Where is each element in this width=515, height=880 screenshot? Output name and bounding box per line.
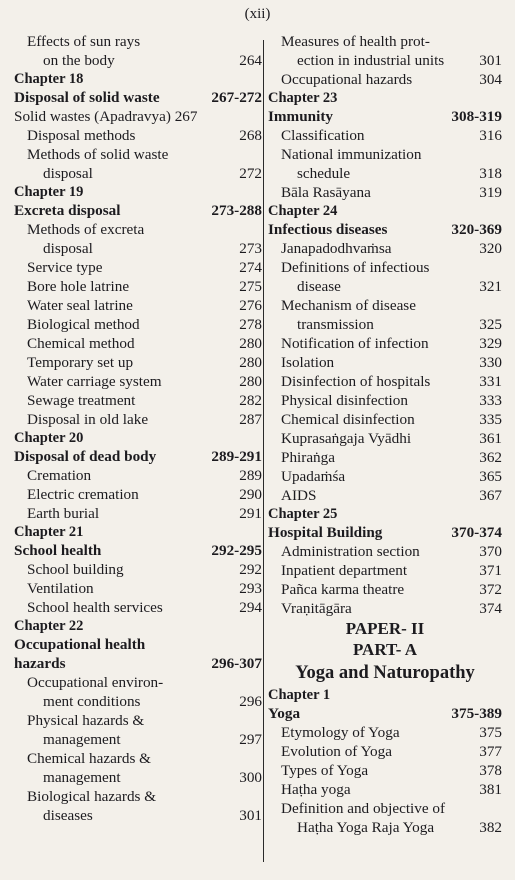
toc-entry	[14, 220, 262, 239]
section-title: Infectious diseases	[268, 221, 388, 238]
toc-entry	[14, 692, 262, 711]
toc-entry	[268, 580, 502, 599]
entry-title: Earth burial	[27, 505, 100, 522]
entry-title: Isolation	[281, 354, 335, 371]
chapter-heading: Chapter 1	[268, 687, 331, 703]
entry-page: 321	[479, 278, 502, 295]
entry-page: 290	[239, 486, 262, 503]
chapter-heading: Chapter 25	[268, 506, 338, 522]
entry-page: 282	[239, 392, 262, 409]
part-title: Yoga and Naturopathy	[295, 663, 475, 683]
toc-entry	[268, 599, 502, 618]
entry-title: management	[43, 769, 121, 786]
toc-entry	[14, 51, 262, 70]
entry-title: transmission	[297, 316, 374, 333]
toc-entry	[268, 183, 502, 202]
entry-title: Kuprasaṅgaja Vyādhi	[281, 430, 412, 447]
section-heading	[268, 107, 502, 126]
entry-page: 362	[479, 449, 502, 466]
toc-entry	[268, 32, 502, 51]
toc-entry	[14, 107, 262, 126]
entry-title: Chemical method	[27, 335, 135, 352]
entry-title: Ventilation	[27, 580, 94, 597]
entry-title: ment conditions	[43, 693, 141, 710]
entry-title: management	[43, 731, 121, 748]
entry-title: Phiraṅga	[281, 449, 335, 466]
entry-page: 371	[479, 562, 502, 579]
toc-entry	[14, 164, 262, 183]
entry-page: 382	[479, 819, 502, 836]
entry-title: Measures of health prot-	[281, 33, 430, 50]
section-title: Immunity	[268, 108, 333, 125]
toc-entry	[268, 818, 502, 837]
entry-title: Notification of infection	[281, 335, 429, 352]
section-heading	[268, 220, 502, 239]
toc-entry	[14, 296, 262, 315]
section-heading	[14, 88, 262, 107]
entry-page: 273	[239, 240, 262, 257]
entry-page: 294	[239, 599, 262, 616]
toc-entry	[268, 391, 502, 410]
entry-page: 372	[479, 581, 502, 598]
toc-entry	[268, 315, 502, 334]
entry-title: Bore hole latrine	[27, 278, 130, 295]
entry-title: Inpatient department	[281, 562, 408, 579]
entry-title: Methods of excreta	[27, 221, 145, 238]
entry-title: disposal	[43, 240, 93, 257]
entry-title: disposal	[43, 165, 93, 182]
toc-right-column	[268, 32, 502, 837]
toc-entry	[268, 742, 502, 761]
column-divider	[263, 40, 264, 862]
entry-title: Chemical disinfection	[281, 411, 415, 428]
entry-page: 304	[479, 71, 502, 88]
entry-page: 330	[479, 354, 502, 371]
entry-title: Definitions of infectious	[281, 259, 430, 276]
entry-page: 280	[239, 373, 262, 390]
toc-entry	[14, 560, 262, 579]
entry-title: School building	[27, 561, 124, 578]
toc-entry	[268, 723, 502, 742]
entry-title: Physical disinfection	[281, 392, 408, 409]
toc-entry	[268, 761, 502, 780]
entry-page: 335	[479, 411, 502, 428]
toc-left-column	[14, 32, 262, 825]
section-pages: 375-389	[451, 705, 502, 722]
entry-title: Chemical hazards &	[27, 750, 151, 767]
entry-title: diseases	[43, 807, 93, 824]
entry-title: Mechanism of disease	[281, 297, 416, 314]
entry-page: 319	[479, 184, 502, 201]
toc-entry	[268, 780, 502, 799]
toc-entry	[268, 145, 502, 164]
section-pages: 292-295	[211, 542, 262, 559]
entry-page: 297	[239, 731, 262, 748]
entry-page: 272	[239, 165, 262, 182]
entry-page: 296	[239, 693, 262, 710]
entry-page: 301	[479, 52, 502, 69]
toc-entry	[14, 768, 262, 787]
toc-entry	[268, 277, 502, 296]
chapter-heading: Chapter 22	[14, 618, 84, 634]
entry-page: 316	[479, 127, 502, 144]
toc-entry	[268, 126, 502, 145]
entry-page: 278	[239, 316, 262, 333]
chapter-heading: Chapter 20	[14, 430, 84, 446]
entry-title: Service type	[27, 259, 103, 276]
entry-title: Electric cremation	[27, 486, 139, 503]
entry-title: on the body	[43, 52, 115, 69]
section-pages: 273-288	[211, 202, 262, 219]
entry-page: 280	[239, 354, 262, 371]
entry-title: National immunization	[281, 146, 422, 163]
section-pages: 289-291	[211, 448, 262, 465]
section-pages: 308-319	[451, 108, 502, 125]
entry-page: 320	[479, 240, 502, 257]
section-title: Excreta disposal	[14, 202, 121, 219]
toc-entry	[268, 799, 502, 818]
entry-page: 268	[239, 127, 262, 144]
toc-entry	[14, 258, 262, 277]
toc-entry	[14, 787, 262, 806]
entry-title: Water carriage system	[27, 373, 162, 390]
toc-entry	[268, 334, 502, 353]
entry-title: Vraṇitāgāra	[281, 600, 352, 617]
toc-entry	[14, 598, 262, 617]
section-heading	[14, 654, 262, 673]
section-title: Disposal of dead body	[14, 448, 157, 465]
entry-page: 333	[479, 392, 502, 409]
toc-entry	[268, 429, 502, 448]
toc-entry	[14, 315, 262, 334]
entry-page: 264	[239, 52, 262, 69]
toc-entry	[14, 673, 262, 692]
entry-title: Disinfection of hospitals	[281, 373, 431, 390]
toc-entry	[14, 353, 262, 372]
entry-title: Water seal latrine	[27, 297, 133, 314]
entry-page: 276	[239, 297, 262, 314]
toc-entry	[268, 372, 502, 391]
toc-entry	[268, 70, 502, 89]
toc-entry	[14, 145, 262, 164]
entry-title: Biological hazards &	[27, 788, 157, 805]
toc-entry	[268, 448, 502, 467]
section-pages: 370-374	[451, 524, 502, 541]
entry-title: Temporary set up	[27, 354, 134, 371]
toc-entry	[14, 410, 262, 429]
entry-page: 274	[239, 259, 262, 276]
entry-page: 331	[479, 373, 502, 390]
entry-page: 374	[479, 600, 502, 617]
section-title: Disposal of solid waste	[14, 89, 160, 106]
entry-title: Janapadodhvaṁsa	[281, 240, 392, 257]
section-title: hazards	[14, 655, 66, 672]
toc-entry	[14, 239, 262, 258]
section-heading	[14, 201, 262, 220]
toc-entry	[14, 579, 262, 598]
page-number: (xii)	[244, 6, 271, 22]
section-title: School health	[14, 542, 102, 559]
entry-title: Occupational hazards	[281, 71, 413, 88]
entry-page: 301	[239, 807, 262, 824]
entry-page: 293	[239, 580, 262, 597]
entry-page: 325	[479, 316, 502, 333]
section-heading	[268, 523, 502, 542]
entry-title: Solid wastes (Apadravya) 267	[14, 108, 198, 125]
paper-heading: PART- A	[352, 640, 418, 659]
entry-page: 361	[479, 430, 502, 447]
entry-title: Types of Yoga	[281, 762, 369, 779]
entry-title: Classification	[281, 127, 365, 144]
toc-entry	[14, 372, 262, 391]
entry-page: 300	[239, 769, 262, 786]
entry-page: 318	[479, 165, 502, 182]
toc-entry	[268, 164, 502, 183]
entry-page: 365	[479, 468, 502, 485]
section-heading	[14, 635, 262, 654]
toc-entry	[268, 51, 502, 70]
entry-title: ection in industrial units	[297, 52, 445, 69]
toc-entry	[14, 749, 262, 768]
chapter-heading: Chapter 21	[14, 524, 84, 540]
toc-entry	[14, 730, 262, 749]
entry-title: Evolution of Yoga	[281, 743, 392, 760]
toc-entry	[14, 391, 262, 410]
toc-entry	[268, 296, 502, 315]
entry-page: 292	[239, 561, 262, 578]
entry-page: 291	[239, 505, 262, 522]
entry-page: 280	[239, 335, 262, 352]
section-pages: 296-307	[211, 655, 262, 672]
section-heading	[14, 541, 262, 560]
paper-heading: PAPER- II	[345, 619, 425, 638]
toc-entry	[268, 353, 502, 372]
section-title: Hospital Building	[268, 524, 383, 541]
chapter-heading: Chapter 19	[14, 184, 84, 200]
entry-title: disease	[297, 278, 341, 295]
entry-title: schedule	[297, 165, 351, 182]
entry-title: Disposal methods	[27, 127, 136, 144]
toc-entry	[14, 334, 262, 353]
chapter-heading: Chapter 18	[14, 71, 84, 87]
entry-page: 375	[479, 724, 502, 741]
entry-title: Occupational environ-	[27, 674, 164, 691]
toc-entry	[14, 32, 262, 51]
entry-title: AIDS	[281, 487, 317, 504]
entry-page: 287	[239, 411, 262, 428]
entry-page: 378	[479, 762, 502, 779]
entry-page: 329	[479, 335, 502, 352]
entry-title: Definition and objective of	[281, 800, 446, 817]
section-heading	[14, 447, 262, 466]
entry-title: Bāla Rasāyana	[281, 184, 371, 201]
chapter-heading: Chapter 24	[268, 203, 338, 219]
entry-title: Cremation	[27, 467, 92, 484]
toc-entry	[14, 485, 262, 504]
chapter-heading: Chapter 23	[268, 90, 338, 106]
entry-title: School health services	[27, 599, 163, 616]
toc-entry	[14, 806, 262, 825]
section-pages: 267-272	[211, 89, 262, 106]
entry-page: 367	[479, 487, 502, 504]
entry-page: 289	[239, 467, 262, 484]
section-heading	[268, 704, 502, 723]
toc-entry	[268, 410, 502, 429]
entry-page: 381	[479, 781, 502, 798]
entry-page: 377	[479, 743, 502, 760]
section-title: Occupational health	[14, 636, 146, 653]
entry-title: Haṭha Yoga Raja Yoga	[297, 819, 435, 836]
toc-entry	[14, 126, 262, 145]
entry-title: Sewage treatment	[27, 392, 136, 409]
entry-title: Etymology of Yoga	[281, 724, 400, 741]
toc-entry	[268, 258, 502, 277]
toc-entry	[268, 561, 502, 580]
entry-title: Pañca karma theatre	[281, 581, 405, 598]
entry-title: Effects of sun rays	[27, 33, 141, 50]
toc-entry	[14, 711, 262, 730]
toc-entry	[14, 277, 262, 296]
toc-entry	[14, 466, 262, 485]
section-pages: 320-369	[451, 221, 502, 238]
entry-title: Disposal in old lake	[27, 411, 149, 428]
toc-entry	[14, 504, 262, 523]
entry-title: Administration section	[281, 543, 420, 560]
entry-title: Haṭha yoga	[281, 781, 351, 798]
toc-entry	[268, 467, 502, 486]
section-title: Yoga	[268, 705, 301, 722]
entry-title: Upadaṁśa	[281, 468, 346, 485]
entry-title: Biological method	[27, 316, 140, 333]
toc-entry	[268, 542, 502, 561]
entry-page: 370	[479, 543, 502, 560]
toc-entry	[268, 486, 502, 505]
entry-title: Physical hazards &	[27, 712, 145, 729]
entry-title: Methods of solid waste	[27, 146, 169, 163]
entry-page: 275	[239, 278, 262, 295]
toc-entry	[268, 239, 502, 258]
